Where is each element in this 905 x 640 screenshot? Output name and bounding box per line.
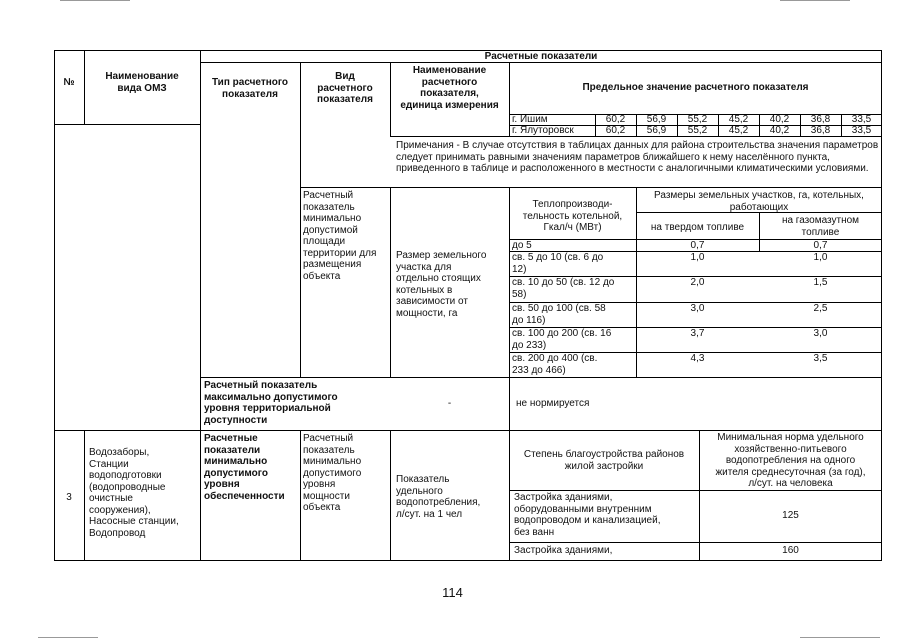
gas-fuel-value: 1,5 [813,277,828,288]
city-value: 60,2 [605,114,626,125]
water-norm-value: 160 [782,545,799,556]
access-label: Расчетный показатель максимально допустимого уровня территориальной доступности [204,380,338,426]
table-rule [200,377,882,378]
water-name: Показатель удельного водопотребления, л/сут. на 1 чел [396,474,481,520]
capacity-range: св. 100 до 200 (св. 16 до 233) [512,328,612,351]
city-value: 60,2 [605,125,626,136]
header-limit: Предельное значение расчетного показателя [582,82,809,93]
solid-fuel-value: 4,3 [690,353,705,364]
improvement-header: Степень благоустройства районов жилой застройки [523,449,685,472]
table-rule [509,62,510,136]
city-value: 56,9 [646,114,667,125]
table-rule [390,430,391,560]
capacity-range: св. 200 до 400 (св. 233 до 466) [512,353,598,376]
city-value: 40,2 [769,114,790,125]
scan-mark [60,0,130,1]
header-group: Расчетные показатели [484,51,598,62]
table-rule [300,430,301,560]
city-value: 36,8 [810,114,831,125]
city-value: 33,5 [851,114,872,125]
header-type: Тип расчетного показателя [211,77,289,100]
water-type: Расчетные показатели минимально допустимого уровня обеспеченности [204,433,285,502]
gas-fuel-value: 3,0 [813,328,828,339]
page-number: 114 [442,585,463,600]
table-rule [54,50,55,560]
water-kind: Расчетный показатель минимально допустимого уровня мощности объекта [303,433,362,513]
solid-fuel-value: 3,7 [690,328,705,339]
city-value: 45,2 [728,114,749,125]
header-kind: Вид расчетного показателя [317,71,373,105]
city-value: 55,2 [687,125,708,136]
table-rule [300,62,301,377]
access-dash: - [447,398,452,409]
header-number: № [63,77,75,88]
table-rule [390,187,391,377]
solid-fuel-value: 0,7 [690,240,705,251]
capacity-range: св. 50 до 100 (св. 58 до 116) [512,303,606,326]
city-name: г. Ялуторовск [512,125,574,136]
city-value: 55,2 [687,114,708,125]
territory-name: Размер земельного участка для отдельно стоящих котельных в зависимости от мощности, га [396,250,487,319]
gas-fuel-header: на газомазутном топливе [781,215,860,238]
scan-mark [780,0,850,1]
gas-fuel-value: 2,5 [813,303,828,314]
table-rule [509,187,510,560]
water-norm-value: 125 [782,510,799,521]
gas-fuel-value: 3,5 [813,353,828,364]
water-norm-header: Минимальная норма удельного хозяйственно-питьевого водопотребления на одного жителя среднесуточная (за год), л/сут. на человека [715,432,866,489]
capacity-range: св. 10 до 50 (св. 12 до 58) [512,277,615,300]
table-rule [54,560,882,561]
row-number: 3 [66,492,72,503]
access-value: не нормируется [516,398,590,409]
city-value: 36,8 [810,125,831,136]
city-value: 40,2 [769,125,790,136]
table-rule [84,430,85,560]
water-omz: Водозаборы, Станции водоподготовки (водопроводные очистные сооружения), Насосные станции, Водопровод [89,447,179,539]
scan-mark [38,637,98,638]
solid-fuel-value: 3,0 [690,303,705,314]
improvement-type: Застройка зданиями, оборудованными внутренним водопроводом и канализацией, без ванн [514,492,661,538]
scan-mark [800,637,880,638]
plot-size-header: Размеры земельных участков, га, котельных, работающих [654,190,864,213]
capacity-range: св. 5 до 10 (св. 6 до 12) [512,252,604,275]
table-rule [200,50,201,560]
table-rule [54,124,200,125]
header-omz-name: Наименование вида ОМЗ [105,71,179,94]
city-name: г. Ишим [512,114,548,125]
gas-fuel-value: 0,7 [813,240,828,251]
header-name-unit: Наименование расчетного показателя, единица измерения [400,65,499,111]
improvement-type: Застройка зданиями, [514,545,613,556]
territory-kind: Расчетный показатель минимально допустимой площади территории для размещения объекта [303,190,377,282]
solid-fuel-value: 1,0 [690,252,705,263]
solid-fuel-value: 2,0 [690,277,705,288]
city-value: 33,5 [851,125,872,136]
table-note: Примечания - В случае отсутствия в таблицах данных для района строительства значения параметров следует принимать равными значениям параметров ближайшего к нему населённого пункта, приведенного в таблице и расположенного в местности с аналогичными климатическими условиями. [396,140,879,174]
capacity-header: Теплопроизводи- тельность котельной, Гкал/ч (МВт) [522,199,623,233]
table-rule [509,490,882,491]
table-rule [509,542,882,543]
table-rule [300,187,882,188]
city-value: 45,2 [728,125,749,136]
gas-fuel-value: 1,0 [813,252,828,263]
city-value: 56,9 [646,125,667,136]
capacity-range: до 5 [512,240,532,251]
solid-fuel-header: на твердом топливе [650,222,745,233]
table-rule [54,430,882,431]
